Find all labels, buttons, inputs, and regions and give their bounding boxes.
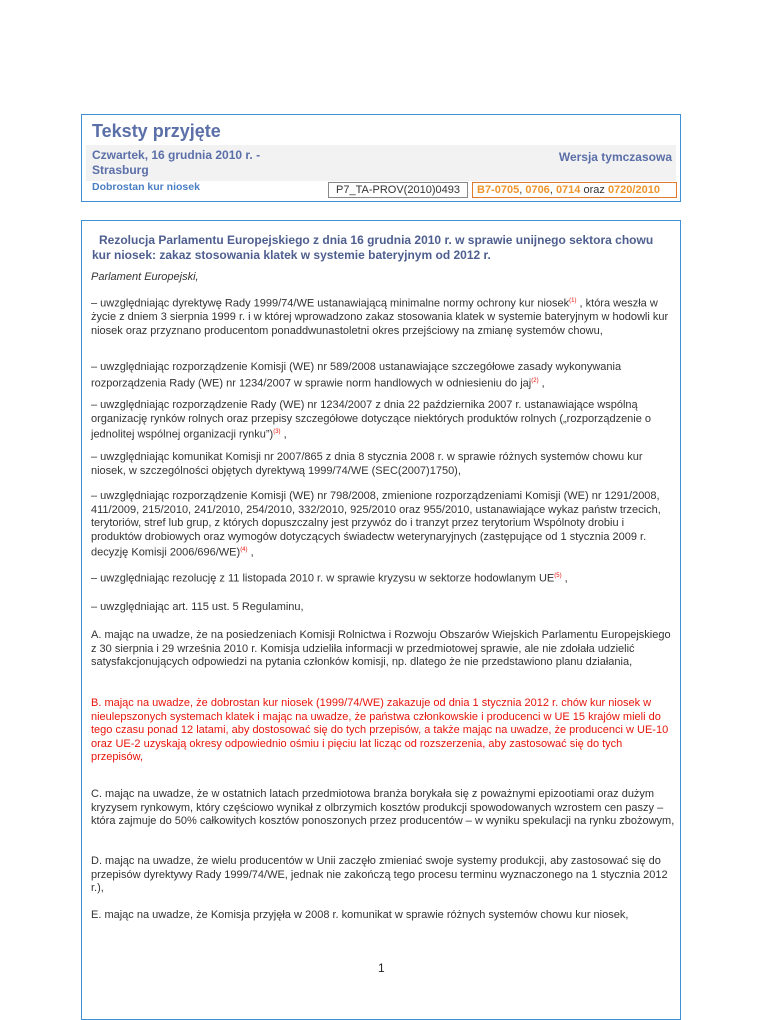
recital-a: A. mając na uwadze, że na posiedzeniach Komisji Rolnictwa i Rozwoju Obszarów Wiejskich Parlamentu Europejskiego z 30 sierpnia i 29 września 2010 r. Komisja udzieliła informacji w przedmiotowej sprawie, ale nie zdołała udzielić satysfakcjonujących odpowiedzi na pytania członków komisji, np. dlatego że nie przedstawiono planu działania, <box>91 629 671 668</box>
citation-5: – uwzględniając rozporządzenie Komisji (WE) nr 798/2008, zmienione rozporządzeniami Komisji (WE) nr 1291/2008, 411/2009, 215/2010, 241/2010, 254/2010, 332/2010, 925/2010 oraz 955/2010, ustanawiające wykaz państw trzecich, terytoriów, stref lub grup, z których dopuszczalny jest przywóz do i tranzyt przez terytorium Wspólnoty drobiu i produktów drobiowych oraz wymogów dotyczących świadectw weterynaryjnych (zastępujące od 1 stycznia 2009 r. decyzję Komisji 2006/696/WE)$^{(4)}$ , <box>91 490 661 559</box>
footnote-link-1[interactable]: (1) <box>569 298 577 304</box>
citation-1: – uwzględniając dyrektywę Rady 1999/74/WE ustanawiającą minimalne normy ochrony kur niosek$^{(1)}$ , która weszła w życie z dniem 3 sierpnia 1999 r. i w której wprowadzono zakaz stosowania klatek w systemie bateryjnym w hodowli kur niosek oraz przyznano producentom ponaddwunastoletni okres przejściowy na zmianę systemów chowu, <box>91 297 669 337</box>
doc-link-0714[interactable]: 0714 <box>555 184 581 196</box>
place-text: Strasburg <box>92 163 149 177</box>
recital-d: D. mając na uwadze, że wielu producentów w Unii zaczęło zmieniać swoje systemy produkcji, aby zastosować się do przepisów dyrektywy Rady 1999/74/WE, jednak nie zakończą tego procesu terminu wyznaczonego na 1 stycznia 2012 r.), <box>91 855 668 894</box>
citation-6: – uwzględniając rezolucję z 11 listopada 2010 r. w sprawie kryzysu w sektorze hodowlanym UE$^{(5)}$ , <box>91 572 568 585</box>
citation-2: – uwzględniając rozporządzenie Komisji (WE) nr 589/2008 ustanawiające szczegółowe zasady wykonywania rozporządzenia Rady (WE) nr 1234/2007 w sprawie norm handlowych w odniesieniu do jaj$^{(2)}$ , <box>91 361 622 390</box>
header-box <box>81 114 681 202</box>
page-number: 1 <box>378 961 385 975</box>
session-date <box>92 148 260 178</box>
footnote-link-3[interactable]: (3) <box>273 429 281 435</box>
doc-link-0720[interactable]: 0720/2010 <box>607 184 660 196</box>
document-links: B7-0705, 0706, 0714 oraz 0720/2010 <box>472 182 677 198</box>
citation-3: – uwzględniając rozporządzenie Rady (WE) nr 1234/2007 z dnia 22 października 2007 r. ustanawiające wspólną organizację rynków rolnych oraz przepisy szczegółowe dotyczące niektórych produktów rolnych („rozporządzenie o jednolitej wspólnej organizacji rynku”)$^{(3)}$ , <box>91 399 652 441</box>
recital-e: E. mając na uwadze, że Komisja przyjęła w 2008 r. komunikat w sprawie różnych systemów chowu kur niosek, <box>91 909 629 921</box>
citation-4: – uwzględniając komunikat Komisji nr 2007/865 z dnia 8 stycznia 2008 r. w sprawie różnych systemów chowu kur niosek, w szczególności objętych dyrektywą 1999/74/WE (SEC(2007)1750), <box>91 451 643 477</box>
version-label: Wersja tymczasowa <box>558 150 672 164</box>
resolution-title: Rezolucja Parlamentu Europejskiego z dnia 16 grudnia 2010 r. w sprawie unijnego sektora chowu kur niosek: zakaz stosowania klatek w systemie bateryjnym od 2012 r. <box>92 233 654 262</box>
doc-link-0706[interactable]: 0706 <box>525 184 550 196</box>
subject-label: Dobrostan kur niosek <box>92 181 200 193</box>
reference-number: P7_TA-PROV(2010)0493 <box>328 182 468 198</box>
recital-c: C. mając na uwadze, że w ostatnich latach przedmiotowa branża borykała się z poważnymi epizootiami oraz dużym kryzysem rynkowym, który częściowo wynikał z olbrzymich kosztów produkcji spowodowanych wzrostem cen paszy – która zajmuje do 50% całkowitych kosztów ponoszonych przez producentów – w wyniku spekulacji na rynku zbożowym, <box>91 788 675 827</box>
doc-link-0705[interactable]: B7-0705 <box>477 184 520 196</box>
intro-paragraph: Parlament Europejski, <box>91 271 199 283</box>
footnote-link-5[interactable]: (5) <box>554 573 562 579</box>
recital-b: B. mając na uwadze, że dobrostan kur niosek (1999/74/WE) zakazuje od dnia 1 stycznia 2012 r. chów kur niosek w nieulepszonych systemach klatek i mając na uwadze, że państwa członkowskie i producenci w UE 15 krajów mieli do tego czasu ponad 12 latami, aby dostosować się do tych przepisów, a także mając na uwadze, że producenci w UE-10 oraz UE-2 uzyskają okresy odpowiednio ośmiu i pięciu lat licząc od rozszerzenia, aby zastosować się do tych przepisów, <box>91 697 669 763</box>
date-text: Czwartek, 16 grudnia 2010 r. - <box>92 148 261 162</box>
header-band <box>86 145 676 181</box>
page-title: Teksty przyjęte <box>92 121 221 141</box>
footnote-link-4[interactable]: (4) <box>240 547 248 553</box>
footnote-link-2[interactable]: (2) <box>531 377 539 384</box>
resolution-box <box>81 220 681 1020</box>
citation-7: – uwzględniając art. 115 ust. 5 Regulaminu, <box>91 601 304 613</box>
